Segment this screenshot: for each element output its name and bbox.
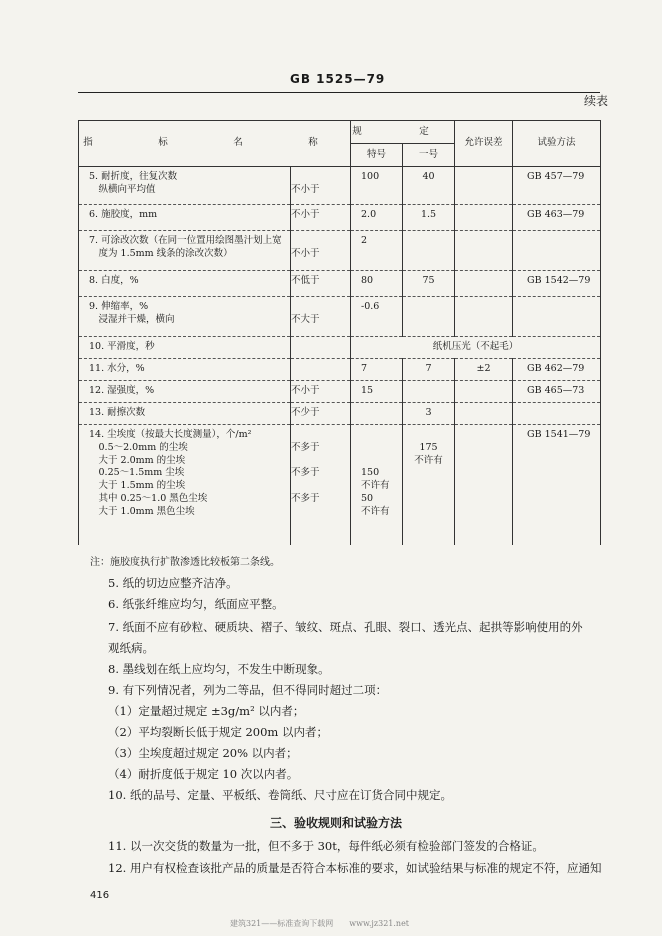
- paragraph-9: 9. 有下列情况者，列为二等品，但不得同时超过二项：: [108, 683, 388, 697]
- row-method: GB 463—79: [513, 205, 601, 231]
- header-tolerance: 允许误差: [455, 121, 513, 167]
- row-limit: 不小于: [291, 231, 351, 271]
- table-row: [79, 231, 601, 271]
- row-name: 14. 尘埃度（按最大长度测量），个/m² 0.5～2.0mm 的尘埃 大于 2.0mm 的尘埃 0.25～1.5mm 尘埃 大于 1.5mm 的尘埃 其中 0.25～1.0 黑色尘埃 大于 1.0mm 黑色尘埃: [79, 425, 291, 545]
- row-grade1: 40: [403, 167, 455, 205]
- watermark: 建筑321——标准查询下载网 www.jz321.net: [230, 919, 410, 928]
- row-special: -0.6: [351, 297, 403, 337]
- paragraph-5: 5. 纸的切边应整齐洁净。: [108, 576, 238, 590]
- header-grade1: 一号: [403, 144, 455, 167]
- row-special: 7: [351, 359, 403, 381]
- row-limit: 不小于: [291, 167, 351, 205]
- paragraph-9-4: （4）耐折度低于规定 10 次以内者。: [108, 767, 299, 781]
- table-row: [79, 167, 601, 205]
- row-span-value: 纸机压光（不起毛）: [351, 337, 601, 359]
- continued-label: 续表: [583, 94, 608, 108]
- row-name: 12. 湿强度，%: [79, 381, 291, 403]
- paragraph-8: 8. 墨线划在纸上应均匀，不发生中断现象。: [108, 662, 330, 676]
- row-limit: [291, 359, 351, 381]
- paragraph-6: 6. 纸张纤维应均匀，纸面应平整。: [108, 597, 284, 611]
- row-method: [513, 403, 601, 425]
- header-spec: 规 定: [351, 121, 455, 144]
- page-number: 416: [90, 890, 110, 901]
- row-special: [351, 403, 403, 425]
- paragraph-12: 12. 用户有权检查该批产品的质量是否符合本标准的要求，如试验结果与标准的规定不符，应通知: [108, 861, 602, 875]
- row-limit: [291, 337, 351, 359]
- row-method: GB 1541—79: [513, 425, 601, 545]
- table-row: [79, 425, 601, 545]
- row-name: 5. 耐折度，往复次数 纵横向平均值: [79, 167, 291, 205]
- row-name: 9. 伸缩率，% 浸湿并干燥，横向: [79, 297, 291, 337]
- section-title: 三、验收规则和试验方法: [270, 816, 403, 830]
- paragraph-11: 11. 以一次交货的数量为一批，但不多于 30t，每件纸必须有检验部门签发的合格证。: [108, 839, 544, 853]
- row-name: 6. 施胶度，mm: [79, 205, 291, 231]
- row-name: 8. 白度，%: [79, 271, 291, 297]
- row-limit: 不小于: [291, 381, 351, 403]
- row-limit: 不少于: [291, 403, 351, 425]
- row-special: 150 不许有 50 不许有: [351, 425, 403, 545]
- row-tolerance: [455, 297, 513, 337]
- row-tolerance: [455, 425, 513, 545]
- row-method: GB 1542—79: [513, 271, 601, 297]
- row-special: 80: [351, 271, 403, 297]
- row-name: 10. 平滑度，秒: [79, 337, 291, 359]
- row-limit: 不多于 不多于 不多于: [291, 425, 351, 545]
- row-limit: 不低于: [291, 271, 351, 297]
- row-method: GB 457—79: [513, 167, 601, 205]
- spec-table: [78, 120, 601, 545]
- header-indicator: 指 标 名 称: [79, 121, 351, 167]
- row-special: 2.0: [351, 205, 403, 231]
- row-tolerance: ±2: [455, 359, 513, 381]
- row-grade1: 3: [403, 403, 455, 425]
- table-row: [79, 271, 601, 297]
- row-tolerance: [455, 231, 513, 271]
- row-limit: 不大于: [291, 297, 351, 337]
- paragraph-9-3: （3）尘埃度超过规定 20% 以内者；: [108, 746, 298, 760]
- row-grade1: [403, 297, 455, 337]
- row-grade1: [403, 381, 455, 403]
- paragraph-10: 10. 纸的品号、定量、平板纸、卷筒纸、尺寸应在订货合同中规定。: [108, 788, 452, 802]
- row-name: 7. 可涂改次数（在同一位置用绘图墨汁划上宽 度为 1.5mm 线条的涂改次数）: [79, 231, 291, 271]
- row-method: [513, 231, 601, 271]
- table-row: [79, 403, 601, 425]
- row-grade1: [403, 231, 455, 271]
- table-row: [79, 337, 601, 359]
- row-name: 13. 耐擦次数: [79, 403, 291, 425]
- row-method: [513, 297, 601, 337]
- row-grade1: 75: [403, 271, 455, 297]
- row-tolerance: [455, 205, 513, 231]
- table-row: [79, 297, 601, 337]
- row-tolerance: [455, 271, 513, 297]
- row-grade1: 175 不许有: [403, 425, 455, 545]
- table-note: 注：施胶度执行扩散渗透比较板第二条线。: [90, 557, 280, 568]
- header-method: 试验方法: [513, 121, 601, 167]
- header-rule: [78, 92, 600, 93]
- row-tolerance: [455, 403, 513, 425]
- table-row: [79, 381, 601, 403]
- row-limit: 不小于: [291, 205, 351, 231]
- table-row: [79, 359, 601, 381]
- row-tolerance: [455, 167, 513, 205]
- paragraph-9-2: （2）平均裂断长低于规定 200m 以内者；: [108, 725, 328, 739]
- row-method: GB 465—73: [513, 381, 601, 403]
- paragraph-9-1: （1）定量超过规定 ±3g/m² 以内者；: [108, 704, 305, 718]
- row-special: 2: [351, 231, 403, 271]
- row-grade1: 7: [403, 359, 455, 381]
- row-name: 11. 水分，%: [79, 359, 291, 381]
- row-special: 100: [351, 167, 403, 205]
- row-grade1: 1.5: [403, 205, 455, 231]
- header-special: 特号: [351, 144, 403, 167]
- table-row: [79, 205, 601, 231]
- document-header: GB 1525—79: [290, 72, 386, 86]
- paragraph-7: 7. 纸面不应有砂粒、硬质块、褶子、皱纹、斑点、孔眼、裂口、透光点、起拱等影响使用的外观纸病。: [108, 620, 583, 655]
- row-tolerance: [455, 381, 513, 403]
- row-special: 15: [351, 381, 403, 403]
- row-method: GB 462—79: [513, 359, 601, 381]
